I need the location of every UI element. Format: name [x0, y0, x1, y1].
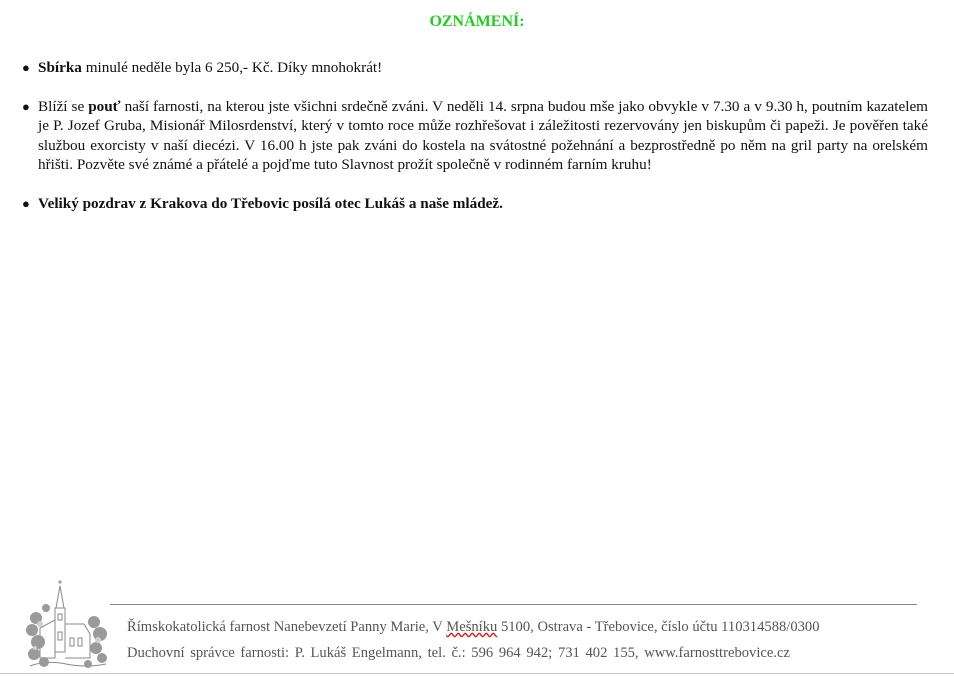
bullet-icon: ● [22, 98, 30, 114]
list-item [22, 97, 928, 175]
church-sketch-icon [26, 578, 108, 672]
list-item [22, 194, 928, 214]
bullet-icon: ● [22, 60, 30, 75]
item-text [38, 58, 928, 78]
item-bold-lead: Sbírka [38, 59, 82, 76]
item-rest: minulé neděle byla 6 250,- Kč. Díky mnohokrát! [81, 59, 383, 76]
page-bottom-border [0, 673, 954, 674]
footer-divider [110, 604, 917, 605]
footer-address [127, 619, 820, 636]
footer-contact: Duchovní správce farnosti: P. Lukáš Engelmann, tel. č.: 596 964 942; 731 402 155, www.farnosttrebovice.cz [127, 645, 790, 661]
list-item [22, 58, 928, 78]
item-bold: pouť [88, 97, 121, 115]
item-text [38, 97, 928, 175]
item-before: Blíží se [38, 97, 89, 115]
item-after: naší farnosti, na kterou jste všichni srdečně zváni. V neděli 14. srpna budou mše jako obvykle v 7.30 a v 9.30 h, poutním kazatelem je P. Jozef Gruba, Misionář Milosrdenství, který v tomto roce může rozhřešovat i záležitosti rezervovány jen biskupům či papeži. Je pověřen také službou exorcisty v naší diecézi. V 16.00 h jste pak zváni do kostela na svátostné požehnání a bezprostředně po něm na gril party na orelském hřišti. Pozvěte své známé a přátelé a pojďme tuto Slavnost prožít společně v rodinném farním kruhu! [38, 97, 928, 174]
footer-address-pre: Římskokatolická farnost Nanebevzetí Panny Marie, V [127, 619, 447, 635]
item-text: Veliký pozdrav z Krakova do Třebovic posílá otec Lukáš a naše mládež. [38, 194, 503, 212]
bullet-icon: ● [22, 195, 30, 211]
announcement-heading: OZNÁMENÍ: [429, 13, 525, 30]
footer-address-post: 5100, Ostrava - Třebovice, číslo účtu 110314588/0300 [497, 619, 820, 635]
footer-street-name: Mešníku [446, 619, 498, 635]
announcement-list [22, 58, 928, 233]
